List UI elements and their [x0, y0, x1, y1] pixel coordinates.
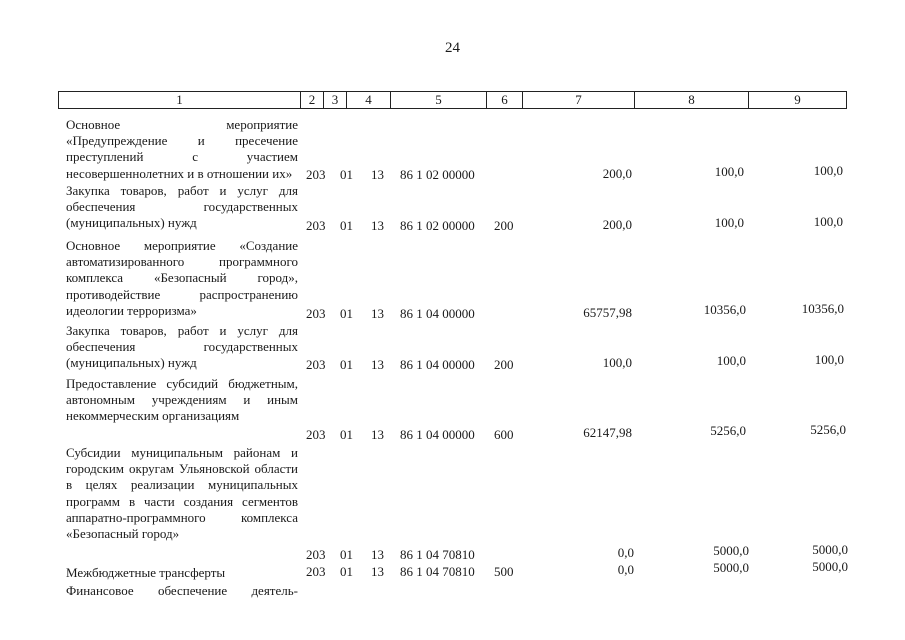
cell-col-7: 200,0: [602, 166, 632, 181]
header-col-2: 2: [301, 92, 324, 108]
cell-col-3: 01: [340, 167, 353, 182]
cell-col-4: 13: [371, 564, 384, 579]
row-description: Закупка товаров, работ и услуг для обеспечения государственных (муниципальных) нужд: [66, 183, 298, 231]
cell-col-5: 86 1 04 70810: [400, 564, 475, 579]
row-description: Межбюджетные трансферты: [66, 565, 226, 580]
header-col-1: 1: [59, 92, 301, 108]
cell-col-4: 13: [371, 306, 384, 321]
cell-col-5: 86 1 04 00000: [400, 306, 475, 321]
cell-col-2: 203: [306, 564, 326, 579]
cell-col-2: 203: [306, 306, 326, 321]
cell-col-3: 01: [340, 547, 353, 562]
cell-col-5: 86 1 04 70810: [400, 547, 475, 562]
table-header: [58, 91, 847, 109]
row-description: Субсидии муниципальным районам и городским округам Ульяновской области в целях реализации муниципальных программ в части создания сегментов аппаратно-программного комплекса «Безопасный город»: [66, 445, 298, 542]
header-col-3: 3: [324, 92, 347, 108]
cell-col-7: 62147,98: [583, 425, 632, 440]
cell-col-7: 0,0: [617, 562, 634, 577]
cell-col-9: 5256,0: [810, 422, 846, 437]
cell-col-3: 01: [340, 564, 353, 579]
cell-col-4: 13: [371, 218, 384, 233]
cell-col-5: 86 1 04 00000: [400, 357, 475, 372]
cell-col-9: 100,0: [814, 352, 844, 367]
cell-col-2: 203: [306, 357, 326, 372]
row-description: Основное мероприятие «Предупреждение и пресечение преступлений с участием несовершеннолетних и в отношении их»: [66, 117, 298, 181]
cell-col-4: 13: [371, 427, 384, 442]
cell-col-2: 203: [306, 167, 326, 182]
cell-col-3: 01: [340, 306, 353, 321]
cell-col-9: 100,0: [813, 214, 843, 229]
cell-col-9: 5000,0: [812, 559, 848, 574]
cell-col-8: 100,0: [714, 215, 744, 230]
cell-col-3: 01: [340, 357, 353, 372]
cell-col-8: 5000,0: [713, 543, 749, 558]
cell-col-5: 86 1 04 00000: [400, 427, 475, 442]
header-col-6: 6: [487, 92, 523, 108]
page-number: 24: [445, 40, 460, 56]
cell-col-5: 86 1 02 00000: [400, 218, 475, 233]
cell-col-4: 13: [371, 167, 384, 182]
cell-col-3: 01: [340, 427, 353, 442]
cell-col-5: 86 1 02 00000: [400, 167, 475, 182]
cell-col-6: 500: [494, 564, 514, 579]
cell-col-9: 5000,0: [812, 542, 848, 557]
cell-col-8: 5256,0: [710, 423, 746, 438]
row-description: Основное мероприятие «Создание автоматизированного программного комплекса «Безопасный город», противодействие распространению идеологии терроризма»: [66, 238, 298, 318]
cell-col-3: 01: [340, 218, 353, 233]
cell-col-6: 200: [494, 218, 514, 233]
header-col-7: 7: [523, 92, 635, 108]
cell-col-8: 100,0: [716, 353, 746, 368]
row-description: Закупка товаров, работ и услуг для обеспечения государственных (муниципальных) нужд: [66, 323, 298, 371]
row-description: Предоставление субсидий бюджетным, автономным учреждениям и иным некоммерческим организациям: [66, 376, 298, 424]
cell-col-2: 203: [306, 218, 326, 233]
header-col-5: 5: [391, 92, 487, 108]
header-col-8: 8: [635, 92, 749, 108]
cell-col-6: 200: [494, 357, 514, 372]
header-col-9: 9: [794, 92, 801, 107]
cell-col-7: 100,0: [602, 355, 632, 370]
row-description: Финансовое обеспечение деятель-: [66, 583, 298, 598]
cell-col-4: 13: [371, 357, 384, 372]
cell-col-9: 100,0: [813, 163, 843, 178]
cell-col-8: 10356,0: [703, 302, 746, 317]
cell-col-8: 100,0: [714, 164, 744, 179]
cell-col-7: 200,0: [602, 217, 632, 232]
cell-col-2: 203: [306, 547, 326, 562]
cell-col-6: 600: [494, 427, 514, 442]
cell-col-2: 203: [306, 427, 326, 442]
header-col-4: 4: [347, 92, 391, 108]
cell-col-9: 10356,0: [801, 301, 844, 316]
cell-col-4: 13: [371, 547, 384, 562]
cell-col-7: 0,0: [617, 545, 634, 560]
cell-col-8: 5000,0: [713, 560, 749, 575]
cell-col-7: 65757,98: [583, 305, 632, 320]
